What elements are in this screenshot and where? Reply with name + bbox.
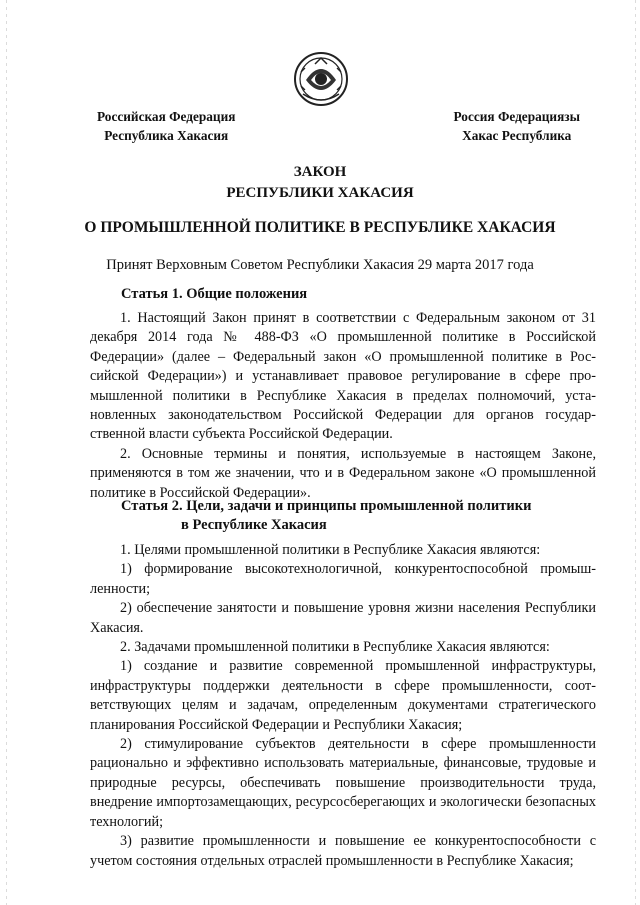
article-1-paragraph: 2. Основные термины и понятия, используемые в настоящем Законе, применяются в том же значении, что и в Федеральном законе «О промышленной политике в Российской Федерации».: [90, 445, 596, 501]
coat-of-arms-emblem: [293, 50, 349, 108]
article-2-heading: [121, 497, 531, 535]
article-2-paragraph: 2. Задачами промышленной политики в Республике Хакасия являются:: [120, 639, 550, 656]
header-right-line1: Россия Федерациязы: [453, 109, 580, 124]
header-right-line2: Хакас Республика: [462, 128, 572, 143]
article-2-paragraph: 1) формирование высокотехнологичной, конкурентоспособной промышленности;: [90, 561, 596, 597]
article-2-paragraph: 3) развитие промышленности и повышение ее конкурентоспособности с учетом состояния отдельных отраслей промышленности в Республике Хакасия;: [90, 833, 596, 869]
article-1-body: [90, 309, 596, 503]
article-2-heading-line2: в Республике Хакасия: [181, 517, 327, 533]
header-left-line1: Российская Федерация: [97, 109, 236, 124]
article-1-heading: Статья 1. Общие положения: [121, 286, 308, 302]
scan-edge-left: [6, 0, 7, 905]
article-2-heading-line1: Статья 2. Цели, задачи и принципы промышленной политики: [121, 498, 532, 514]
document-type-title: ЗАКОН: [293, 164, 347, 180]
adoption-note: Принят Верховным Советом Республики Хакасия 29 марта 2017 года: [106, 257, 534, 273]
header-right: [454, 107, 580, 145]
article-2-body: [90, 541, 596, 871]
article-1-paragraph: 1. Настоящий Закон принят в соответствии с Федеральным законом от 31 декабря 2014 года № 488-ФЗ «О промышленной политике в Российской Федерации» (далее – Федеральный закон «О промышленной политике в Российской Федерации») и устанавливает правовое регулирование в сфере промышленной политики в Республике Хакасия в пределах полномочий, установленных законодательством Российской Федерации для органов государственной власти субъекта Российской Федерации.: [90, 310, 596, 443]
document-issuer-title: РЕСПУБЛИКИ ХАКАСИЯ: [226, 185, 414, 201]
law-title: О ПРОМЫШЛЕННОЙ ПОЛИТИКЕ В РЕСПУБЛИКЕ ХАКАСИЯ: [84, 219, 556, 236]
scan-edge-right: [635, 0, 636, 905]
article-2-paragraph: 1. Целями промышленной политики в Республике Хакасия являются:: [120, 542, 541, 558]
header-left: [97, 107, 235, 145]
article-2-paragraph: 1) создание и развитие современной промышленной инфраструктуры, инфраструктуры поддержки деятельности в сфере промышленности, соответствующих целям и задачам, определенным документами стратегического планирования Российской Федерации и Республики Хакасия;: [90, 658, 596, 733]
header-left-line2: Республика Хакасия: [104, 128, 229, 143]
article-2-paragraph: 2) стимулирование субъектов деятельности в сфере промышленности рационально и эффективно использовать материальные, финансовые, трудовые и природные ресурсы, обеспечивать повышение производительности труда, внедрение импортозамещающих, ресурсосберегающих и экологически безопасных технологий;: [90, 736, 596, 830]
article-2-paragraph: 2) обеспечение занятости и повышение уровня жизни населения Республики Хакасия.: [90, 600, 596, 636]
